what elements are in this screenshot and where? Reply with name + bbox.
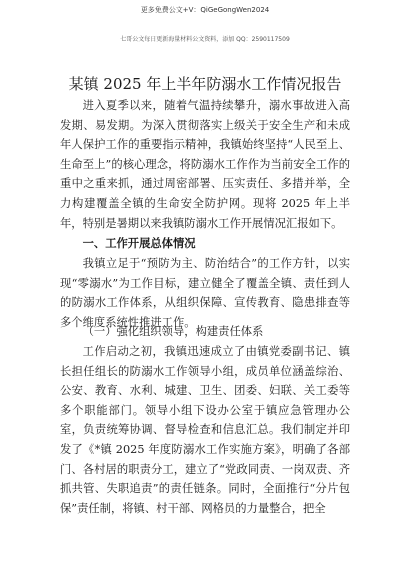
watermark-text: 更多免费公文+V：QiGeGongWen2024 (140, 6, 270, 14)
document-title: 某镇 2025 年上半年防溺水工作情况报告 (68, 75, 342, 93)
subsection1-paragraph: 工作启动之初，我镇迅速成立了由镇党委副书记、镇长担任组长的防溺水工作领导小组，成员单位涵盖综治、公安、教育、水利、城建、卫生、团委、妇联、关工委等多个职能部门。领导小组下设办公室于镇应急管理办公室，负责统筹协调、督导检查和信息汇总。我们制定并印发了《*镇 2025 年度防溺水工作实施方案》，明确了各部门、各村居的职责分工，建立了“党政同责、一岗双责、齐抓共管、失职追责”的责任链条。同时，全面推行“分片包保”责任制，将镇、村干部、网格员的力量整合，把全 (60, 345, 350, 515)
subsection1-heading: （一）强化组织领导，构建责任体系 (82, 325, 264, 338)
section1-paragraph: 我镇立足于“预防为主、防治结合”的工作方针，以实现“零溺水”为工作目标，建立健全了覆盖全镇、责任到人的防溺水工作体系，从组织保障、宣传教育、隐患排查等多个维度系统性推进工作。 (60, 257, 350, 329)
intro-paragraph: 进入夏季以来，随着气温持续攀升，溺水事故进入高发期、易发期。为深入贯彻落实上级关于安全生产和未成年人保护工作的重要指示精神，我镇始终坚持“人民至上、生命至上”的核心理念，将防溺水工作作为当前安全工作的重中之重来抓，通过周密部署、压实责任、多措并举，全力构建覆盖全镇的生命安全防护网。现将 2025 年上半年，特别是暑期以来我镇防溺水工作开展情况汇报如下。 (60, 99, 350, 230)
notice-text: 七哥公文每日更新海量材料公文资料，添加 QQ：2590117509 (120, 36, 290, 43)
section1-heading: 一、工作开展总体情况 (82, 237, 196, 250)
